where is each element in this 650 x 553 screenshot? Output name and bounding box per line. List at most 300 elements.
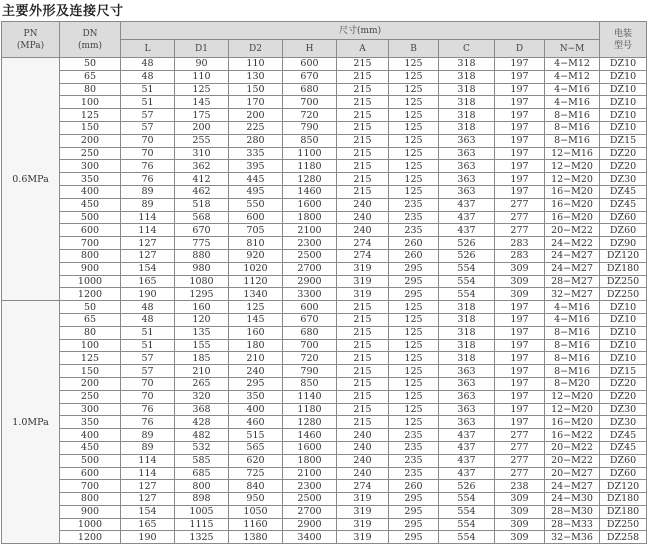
model-header [600,22,647,58]
table-row [2,339,647,352]
table-cell: 295 [389,262,439,275]
table-cell: DZ30 [600,403,647,416]
table-cell: 277 [495,441,545,454]
table-cell: 165 [121,518,175,531]
table-cell: 65 [60,313,121,326]
table-cell: 8−M20 [545,377,600,390]
table-cell: 100 [60,96,121,109]
table-cell: 4−M16 [545,96,600,109]
table-cell: 200 [175,121,229,134]
table-cell: 850 [283,134,337,147]
table-cell: 295 [389,275,439,288]
table-cell: 51 [121,339,175,352]
table-cell: 4−M16 [545,83,600,96]
table-cell: 197 [495,185,545,198]
table-cell: 215 [337,377,389,390]
table-cell: 2700 [283,505,337,518]
table-cell: 1120 [229,275,283,288]
table-cell: DZ10 [600,70,647,83]
table-cell: 1200 [60,531,121,544]
table-cell: 215 [337,313,389,326]
table-cell: 620 [229,454,283,467]
table-cell: 130 [229,70,283,83]
table-cell: 1325 [175,531,229,544]
table-cell: 225 [229,121,283,134]
table-row [2,403,647,416]
table-cell: 680 [283,326,337,339]
table-cell: 125 [389,377,439,390]
table-cell: 4−M12 [545,70,600,83]
table-cell: 127 [121,493,175,506]
table-cell: 150 [60,121,121,134]
table-cell: DZ250 [600,275,647,288]
table-cell: 350 [60,416,121,429]
table-cell: 125 [389,326,439,339]
table-cell: 900 [60,505,121,518]
table-cell: 125 [389,390,439,403]
table-cell: 1180 [283,403,337,416]
table-cell: 1080 [175,275,229,288]
table-cell: 775 [175,237,229,250]
table-cell: 1600 [283,198,337,211]
table-cell: 175 [175,109,229,122]
size-group-header: 尺寸(mm) [121,22,600,40]
table-cell: DZ60 [600,467,647,480]
table-cell: 309 [495,262,545,275]
table-cell: 48 [121,313,175,326]
table-cell: 920 [229,249,283,262]
table-cell: 437 [439,211,495,224]
table-cell: 600 [60,467,121,480]
dimensions-table [1,21,647,544]
table-row [2,313,647,326]
table-cell: 200 [60,134,121,147]
table-cell: 240 [337,467,389,480]
table-cell: 705 [229,224,283,237]
table-cell: 24−M27 [545,480,600,493]
table-cell: 1020 [229,262,283,275]
table-cell: 185 [175,352,229,365]
table-cell: 114 [121,211,175,224]
table-cell: 200 [229,109,283,122]
table-cell: 319 [337,531,389,544]
table-cell: 1100 [283,147,337,160]
table-cell: 125 [389,96,439,109]
table-cell: 554 [439,288,495,301]
table-cell: 80 [60,83,121,96]
table-cell: 240 [337,198,389,211]
table-cell: 190 [121,531,175,544]
table-cell: 197 [495,365,545,378]
table-cell: DZ10 [600,58,647,71]
table-cell: 1005 [175,505,229,518]
table-cell: 2100 [283,467,337,480]
table-cell: DZ258 [600,531,647,544]
table-cell: 800 [175,480,229,493]
table-cell: 127 [121,480,175,493]
table-row [2,301,647,314]
table-cell: 309 [495,505,545,518]
table-cell: DZ30 [600,416,647,429]
table-cell: 70 [121,377,175,390]
table-cell: DZ15 [600,365,647,378]
table-cell: 240 [337,224,389,237]
table-cell: DZ10 [600,96,647,109]
table-cell: 125 [60,352,121,365]
table-cell: 197 [495,390,545,403]
dn-header-unit: (mm) [77,40,103,51]
column-header: D2 [229,40,283,58]
table-cell: DZ10 [600,339,647,352]
table-cell: 2500 [283,493,337,506]
table-cell: 2300 [283,480,337,493]
table-cell: 8−M16 [545,365,600,378]
table-cell: 197 [495,416,545,429]
table-cell: 20−M22 [545,224,600,237]
table-cell: 318 [439,313,495,326]
table-cell: 28−M30 [545,505,600,518]
table-cell: DZ45 [600,185,647,198]
table-cell: 197 [495,173,545,186]
table-cell: 240 [337,454,389,467]
table-cell: 1460 [283,185,337,198]
table-cell: 215 [337,339,389,352]
table-cell: 1200 [60,288,121,301]
table-cell: 319 [337,275,389,288]
table-cell: 197 [495,160,545,173]
table-cell: 16−M20 [545,416,600,429]
table-cell: 32−M27 [545,288,600,301]
table-cell: 70 [121,134,175,147]
table-cell: 197 [495,58,545,71]
table-cell: 1380 [229,531,283,544]
table-cell: 318 [439,352,495,365]
table-cell: 70 [121,147,175,160]
table-cell: 8−M16 [545,121,600,134]
table-cell: 550 [229,198,283,211]
table-cell: 197 [495,326,545,339]
table-cell: 114 [121,224,175,237]
table-cell: 554 [439,493,495,506]
table-cell: 318 [439,339,495,352]
table-cell: 450 [60,198,121,211]
table-cell: 515 [229,429,283,442]
table-cell: 215 [337,121,389,134]
table-row [2,441,647,454]
table-body [2,58,647,544]
table-cell: 4−M16 [545,301,600,314]
table-cell: DZ20 [600,390,647,403]
table-cell: 125 [389,365,439,378]
table-cell: DZ250 [600,288,647,301]
table-cell: DZ10 [600,301,647,314]
table-cell: 125 [389,109,439,122]
table-cell: 235 [389,224,439,237]
table-cell: 319 [337,262,389,275]
table-cell: 3300 [283,288,337,301]
table-cell: 437 [439,224,495,237]
table-cell: 450 [60,441,121,454]
table-cell: 1280 [283,416,337,429]
table-cell: 51 [121,326,175,339]
table-cell: 215 [337,134,389,147]
table-cell: 89 [121,429,175,442]
table-cell: 810 [229,237,283,250]
table-cell: 670 [283,70,337,83]
table-cell: 277 [495,454,545,467]
table-cell: 500 [60,211,121,224]
table-cell: 2900 [283,518,337,531]
table-cell: 400 [229,403,283,416]
table-cell: 2900 [283,275,337,288]
table-cell: 51 [121,83,175,96]
table-cell: 215 [337,416,389,429]
table-cell: 238 [495,480,545,493]
table-cell: 154 [121,505,175,518]
table-row [2,249,647,262]
table-cell: 190 [121,288,175,301]
table-cell: 400 [60,429,121,442]
table-row [2,467,647,480]
table-cell: 160 [175,301,229,314]
table-cell: 2500 [283,249,337,262]
table-cell: DZ120 [600,480,647,493]
table-cell: 500 [60,454,121,467]
table-cell: 277 [495,429,545,442]
table-cell: 363 [439,160,495,173]
table-cell: DZ45 [600,441,647,454]
table-cell: 150 [229,83,283,96]
table-cell: 318 [439,109,495,122]
table-cell: 4−M16 [545,313,600,326]
table-cell: 3400 [283,531,337,544]
table-cell: 12−M20 [545,390,600,403]
table-row [2,454,647,467]
table-cell: 235 [389,467,439,480]
table-cell: 125 [389,185,439,198]
table-cell: 114 [121,467,175,480]
table-cell: 24−M22 [545,237,600,250]
table-cell: 235 [389,198,439,211]
table-cell: 215 [337,365,389,378]
table-cell: 20−M22 [545,441,600,454]
table-cell: 2300 [283,237,337,250]
table-cell: 8−M16 [545,134,600,147]
table-cell: 295 [389,518,439,531]
column-header: D [495,40,545,58]
table-cell: DZ250 [600,518,647,531]
table-cell: 110 [175,70,229,83]
table-cell: 350 [229,390,283,403]
table-cell: 125 [389,403,439,416]
table-cell: DZ180 [600,262,647,275]
table-cell: 670 [175,224,229,237]
table-cell: 283 [495,249,545,262]
table-cell: 160 [229,326,283,339]
table-cell: 363 [439,185,495,198]
column-header: N−M [545,40,600,58]
table-cell: 215 [337,352,389,365]
table-cell: 532 [175,441,229,454]
table-row [2,505,647,518]
table-cell: 57 [121,121,175,134]
table-cell: 50 [60,301,121,314]
table-cell: 255 [175,134,229,147]
table-cell: 725 [229,467,283,480]
table-cell: 1000 [60,518,121,531]
table-cell: 2700 [283,262,337,275]
table-row [2,518,647,531]
table-cell: 180 [229,339,283,352]
table-cell: 277 [495,198,545,211]
table-cell: 24−M30 [545,493,600,506]
table-cell: 250 [60,147,121,160]
table-cell: DZ90 [600,237,647,250]
table-row [2,83,647,96]
pn-header-label: PN [23,28,38,39]
table-cell: 600 [229,211,283,224]
table-cell: 318 [439,326,495,339]
table-cell: 70 [121,390,175,403]
table-cell: 12−M16 [545,147,600,160]
table-cell: 215 [337,390,389,403]
table-cell: 127 [121,237,175,250]
table-cell: 600 [60,224,121,237]
table-cell: DZ10 [600,83,647,96]
table-cell: 260 [389,237,439,250]
table-cell: DZ20 [600,160,647,173]
table-row [2,70,647,83]
table-cell: 125 [389,58,439,71]
table-cell: 460 [229,416,283,429]
table-cell: 568 [175,211,229,224]
table-row [2,109,647,122]
table-cell: 720 [283,352,337,365]
table-cell: 240 [337,211,389,224]
table-cell: 1050 [229,505,283,518]
table-cell: 482 [175,429,229,442]
table-cell: 215 [337,185,389,198]
table-cell: 197 [495,313,545,326]
table-cell: 20−M27 [545,467,600,480]
table-cell: 400 [60,185,121,198]
table-cell: 277 [495,467,545,480]
model-header-line1: 电装 [614,28,633,39]
table-row [2,173,647,186]
table-cell: 215 [337,301,389,314]
table-cell: 215 [337,96,389,109]
table-cell: 720 [283,109,337,122]
table-cell: 260 [389,249,439,262]
table-row [2,224,647,237]
table-cell: 240 [229,365,283,378]
table-cell: 680 [283,83,337,96]
table-cell: 437 [439,198,495,211]
column-header: C [439,40,495,58]
table-cell: 215 [337,58,389,71]
table-cell: 363 [439,390,495,403]
table-cell: DZ20 [600,147,647,160]
table-cell: 125 [389,121,439,134]
table-cell: 20−M22 [545,454,600,467]
table-row [2,211,647,224]
table-row [2,480,647,493]
table-cell: 8−M16 [545,109,600,122]
table-row [2,198,647,211]
pn-header [2,22,60,58]
column-header: L [121,40,175,58]
table-cell: DZ10 [600,109,647,122]
table-cell: 309 [495,518,545,531]
table-cell: 1115 [175,518,229,531]
table-row [2,185,647,198]
table-cell: 197 [495,109,545,122]
table-cell: 363 [439,416,495,429]
table-cell: 318 [439,70,495,83]
table-cell: 215 [337,160,389,173]
pn-cell: 0.6MPa [2,58,60,301]
table-cell: 76 [121,173,175,186]
table-cell: DZ180 [600,493,647,506]
table-cell: 363 [439,147,495,160]
table-cell: 277 [495,224,545,237]
table-cell: 76 [121,160,175,173]
table-cell: 554 [439,505,495,518]
table-cell: 127 [121,249,175,262]
table-cell: 554 [439,531,495,544]
table-cell: 700 [283,339,337,352]
table-cell: 51 [121,96,175,109]
table-cell: 2100 [283,224,337,237]
table-cell: 125 [389,352,439,365]
table-cell: 155 [175,339,229,352]
table-cell: 790 [283,121,337,134]
table-cell: 395 [229,160,283,173]
table-cell: 309 [495,493,545,506]
table-cell: 1000 [60,275,121,288]
table-cell: 1600 [283,441,337,454]
table-cell: 900 [60,262,121,275]
table-cell: 363 [439,134,495,147]
table-cell: 1280 [283,173,337,186]
table-cell: 526 [439,249,495,262]
table-cell: 526 [439,480,495,493]
table-cell: DZ120 [600,249,647,262]
table-cell: 310 [175,147,229,160]
dn-header-label: DN [82,28,98,39]
table-row [2,352,647,365]
table-cell: 318 [439,96,495,109]
table-cell: 295 [389,288,439,301]
table-cell: 318 [439,83,495,96]
table-cell: 28−M27 [545,275,600,288]
table-cell: 215 [337,83,389,96]
table-cell: DZ30 [600,173,647,186]
table-cell: 215 [337,147,389,160]
table-cell: 16−M20 [545,198,600,211]
table-cell: 197 [495,134,545,147]
table-cell: 295 [389,531,439,544]
table-row [2,288,647,301]
table-cell: 8−M16 [545,352,600,365]
table-cell: 125 [389,147,439,160]
table-cell: 250 [60,390,121,403]
table-cell: DZ180 [600,505,647,518]
table-cell: 235 [389,429,439,442]
table-cell: 197 [495,96,545,109]
table-cell: 24−M27 [545,262,600,275]
table-cell: 12−M20 [545,403,600,416]
